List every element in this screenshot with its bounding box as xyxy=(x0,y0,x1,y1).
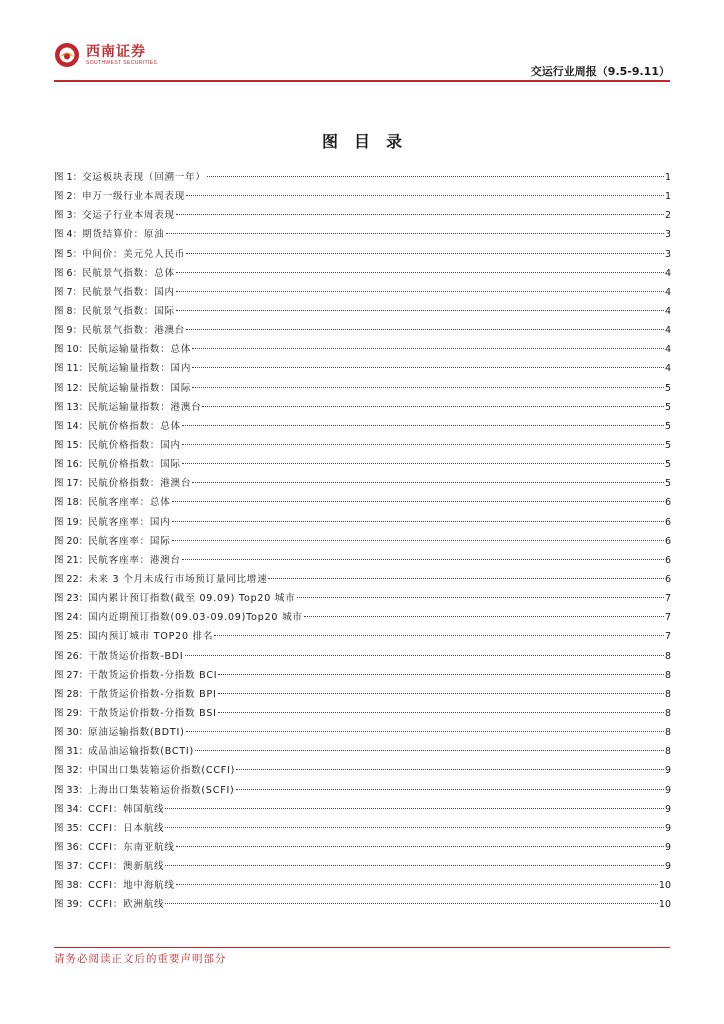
figure-entry[interactable] xyxy=(54,781,671,800)
figure-separator: ： xyxy=(78,650,89,662)
dot-leader xyxy=(186,253,664,254)
figure-page-number: 6 xyxy=(664,516,671,528)
figure-page-number: 4 xyxy=(664,363,671,375)
figure-title: 中国出口集装箱运价指数(CCFI) xyxy=(88,765,236,777)
dot-leader xyxy=(297,597,664,598)
dot-leader xyxy=(182,425,664,426)
figure-title: 成品油运输指数(BCTI) xyxy=(88,746,195,758)
figure-page-number: 3 xyxy=(664,229,671,241)
dot-leader xyxy=(192,482,664,483)
figure-title: 民航景气指数：国内 xyxy=(82,286,175,298)
figure-separator: ： xyxy=(72,191,83,203)
figure-separator: ： xyxy=(78,861,89,873)
dot-leader xyxy=(165,903,658,904)
figure-page-number: 10 xyxy=(658,899,671,911)
dot-leader xyxy=(172,521,664,522)
dot-leader xyxy=(268,578,664,579)
figure-page-number: 8 xyxy=(664,650,671,662)
figure-entry[interactable] xyxy=(54,685,671,704)
figure-page-number: 8 xyxy=(664,688,671,700)
figure-entry[interactable] xyxy=(54,398,671,417)
figure-separator: ： xyxy=(78,746,89,758)
figure-number: 图 25 xyxy=(54,631,79,643)
figure-page-number: 4 xyxy=(664,344,671,356)
figure-title: 民航客座率：港澳台 xyxy=(88,554,181,566)
figure-entry[interactable] xyxy=(54,647,671,666)
figure-separator: ： xyxy=(78,554,89,566)
figure-title: CCFI：澳新航线 xyxy=(88,861,165,873)
figure-number: 图 33 xyxy=(54,784,79,796)
figure-title: 民航客座率：总体 xyxy=(88,497,171,509)
figure-page-number: 5 xyxy=(664,382,671,394)
dot-leader xyxy=(186,329,664,330)
figure-entry[interactable] xyxy=(54,800,671,819)
figure-separator: ： xyxy=(78,573,89,585)
figure-page-number: 9 xyxy=(664,822,671,834)
figure-title: 民航景气指数：港澳台 xyxy=(82,325,186,337)
figure-separator: ： xyxy=(78,382,89,394)
figure-title: 民航运输量指数：国际 xyxy=(88,382,192,394)
figure-list xyxy=(54,168,671,914)
figure-separator: ： xyxy=(78,497,89,509)
dot-leader xyxy=(304,616,664,617)
figure-entry[interactable] xyxy=(54,245,671,264)
figure-page-number: 1 xyxy=(664,172,671,183)
figure-number: 图 2 xyxy=(54,191,73,203)
figure-separator: ： xyxy=(78,593,89,605)
figure-number: 图 12 xyxy=(54,382,79,394)
figure-number: 图 30 xyxy=(54,727,79,739)
figure-number: 图 32 xyxy=(54,765,79,777)
figure-title: CCFI：韩国航线 xyxy=(88,803,165,815)
figure-title: 中间价：美元兑人民币 xyxy=(82,248,186,260)
dot-leader xyxy=(176,846,664,847)
figure-separator: ： xyxy=(72,305,83,317)
disclaimer-note: 请务必阅读正文后的重要声明部分 xyxy=(54,953,227,965)
dot-leader xyxy=(182,463,664,464)
figure-number: 图 14 xyxy=(54,420,79,432)
figure-page-number: 5 xyxy=(664,401,671,413)
figure-page-number: 6 xyxy=(664,535,671,547)
footer-divider xyxy=(54,947,670,948)
figure-entry[interactable] xyxy=(54,857,671,876)
figure-separator: ： xyxy=(78,841,89,853)
figure-entry[interactable] xyxy=(54,666,671,685)
figure-separator: ： xyxy=(78,688,89,700)
dot-leader xyxy=(176,272,664,273)
figure-entry[interactable] xyxy=(54,168,671,187)
figure-page-number: 4 xyxy=(664,267,671,279)
dot-leader xyxy=(176,214,664,215)
figure-page-number: 7 xyxy=(664,612,671,624)
figure-separator: ： xyxy=(78,363,89,375)
figure-number: 图 5 xyxy=(54,248,73,260)
figure-title: 民航价格指数：港澳台 xyxy=(88,478,192,490)
figure-entry[interactable] xyxy=(54,532,671,551)
figure-entry[interactable] xyxy=(54,302,671,321)
figure-number: 图 26 xyxy=(54,650,79,662)
figure-title: 干散货运价指数-分指数 BCI xyxy=(88,669,218,681)
dot-leader xyxy=(218,693,664,694)
figure-separator: ： xyxy=(72,248,83,260)
figure-page-number: 5 xyxy=(664,459,671,471)
figure-number: 图 4 xyxy=(54,229,73,241)
figure-number: 图 36 xyxy=(54,841,79,853)
dot-leader xyxy=(165,827,664,828)
figure-page-number: 8 xyxy=(664,669,671,681)
figure-number: 图 17 xyxy=(54,478,79,490)
figure-page-number: 6 xyxy=(664,573,671,585)
figure-title: 上海出口集装箱运价指数(SCFI) xyxy=(88,784,235,796)
dot-leader xyxy=(176,310,664,311)
figure-separator: ： xyxy=(78,612,89,624)
figure-separator: ： xyxy=(78,765,89,777)
figure-title: 原油运输指数(BDTI) xyxy=(88,727,185,739)
figure-entry[interactable] xyxy=(54,608,671,627)
figure-page-number: 4 xyxy=(664,305,671,317)
figure-title: 民航运输量指数：国内 xyxy=(88,363,192,375)
brand-name-cn: 西南证券 xyxy=(86,44,146,60)
figure-page-number: 5 xyxy=(664,420,671,432)
figure-title: 干散货运价指数-分指数 BSI xyxy=(88,707,217,719)
figure-entry[interactable] xyxy=(54,417,671,436)
dot-leader xyxy=(192,387,664,388)
figure-title: 期货结算价：原油 xyxy=(82,229,165,241)
figure-page-number: 6 xyxy=(664,497,671,509)
figure-separator: ： xyxy=(78,516,89,528)
figure-entry[interactable] xyxy=(54,876,671,895)
figure-number: 图 37 xyxy=(54,861,79,873)
figure-entry[interactable] xyxy=(54,264,671,283)
figure-separator: ： xyxy=(78,669,89,681)
figure-page-number: 9 xyxy=(664,784,671,796)
dot-leader xyxy=(172,501,664,502)
figure-title: 民航客座率：国内 xyxy=(88,516,171,528)
figure-title: CCFI：日本航线 xyxy=(88,822,165,834)
figure-number: 图 38 xyxy=(54,880,79,892)
brand-logo xyxy=(54,42,157,68)
figure-number: 图 24 xyxy=(54,612,79,624)
dot-leader xyxy=(166,233,664,234)
brand-emblem-icon xyxy=(54,42,80,68)
figure-page-number: 1 xyxy=(664,191,671,203)
dot-leader xyxy=(186,731,664,732)
figure-page-number: 8 xyxy=(664,746,671,758)
figure-entry[interactable] xyxy=(54,895,671,914)
figure-entry[interactable] xyxy=(54,819,671,838)
figure-page-number: 9 xyxy=(664,861,671,873)
figure-title: 干散货运价指数-分指数 BPI xyxy=(88,688,217,700)
figure-title: 民航价格指数：总体 xyxy=(88,420,181,432)
figure-number: 图 20 xyxy=(54,535,79,547)
dot-leader xyxy=(176,291,664,292)
figure-page-number: 7 xyxy=(664,631,671,643)
figure-page-number: 10 xyxy=(658,880,671,892)
figure-entry[interactable] xyxy=(54,627,671,646)
figure-number: 图 28 xyxy=(54,688,79,700)
dot-leader xyxy=(172,540,664,541)
dot-leader xyxy=(195,750,664,751)
figure-separator: ： xyxy=(78,478,89,490)
figure-separator: ： xyxy=(72,172,83,183)
dot-leader xyxy=(182,444,664,445)
figure-entry[interactable] xyxy=(54,187,671,206)
figure-page-number: 3 xyxy=(664,248,671,260)
figure-number: 图 23 xyxy=(54,593,79,605)
figure-title: 国内累计预订指数(截至 09.09) Top20 城市 xyxy=(88,593,296,605)
figure-number: 图 3 xyxy=(54,210,73,222)
figure-number: 图 18 xyxy=(54,497,79,509)
figure-separator: ： xyxy=(78,631,89,643)
figure-entry[interactable] xyxy=(54,359,671,378)
figure-title: CCFI：东南亚航线 xyxy=(88,841,175,853)
figure-number: 图 35 xyxy=(54,822,79,834)
brand-name-en: SOUTHWEST SECURITIES xyxy=(86,60,158,66)
figure-title: 交运板块表现（回溯一年） xyxy=(82,172,206,183)
figure-separator: ： xyxy=(78,822,89,834)
figure-page-number: 6 xyxy=(664,554,671,566)
figure-separator: ： xyxy=(78,880,89,892)
figure-title: 国内预订城市 TOP20 排名 xyxy=(88,631,214,643)
figure-number: 图 6 xyxy=(54,267,73,279)
figure-title: 民航价格指数：国际 xyxy=(88,459,181,471)
figure-title: 交运子行业本周表现 xyxy=(82,210,175,222)
figure-entry[interactable] xyxy=(54,206,671,225)
figure-number: 图 31 xyxy=(54,746,79,758)
dot-leader xyxy=(236,769,664,770)
figure-separator: ： xyxy=(72,267,83,279)
figure-separator: ： xyxy=(78,439,89,451)
figure-number: 图 11 xyxy=(54,363,79,375)
dot-leader xyxy=(192,348,664,349)
figure-page-number: 5 xyxy=(664,478,671,490)
figure-title: 国内近期预订指数(09.03-09.09)Top20 城市 xyxy=(88,612,303,624)
figure-entry[interactable] xyxy=(54,340,671,359)
figure-page-number: 2 xyxy=(664,210,671,222)
figure-separator: ： xyxy=(78,420,89,432)
figure-entry[interactable] xyxy=(54,570,671,589)
figure-number: 图 22 xyxy=(54,573,79,585)
figure-entry[interactable] xyxy=(54,742,671,761)
dot-leader xyxy=(218,674,664,675)
figure-page-number: 8 xyxy=(664,707,671,719)
figure-title: 民航运输量指数：港澳台 xyxy=(88,401,202,413)
figure-page-number: 4 xyxy=(664,286,671,298)
figure-entry[interactable] xyxy=(54,589,671,608)
figure-separator: ： xyxy=(72,286,83,298)
dot-leader xyxy=(214,635,664,636)
figure-separator: ： xyxy=(78,727,89,739)
figure-entry[interactable] xyxy=(54,283,671,302)
figure-title: 民航景气指数：总体 xyxy=(82,267,175,279)
figure-page-number: 9 xyxy=(664,803,671,815)
dot-leader xyxy=(182,559,664,560)
figure-title: 民航客座率：国际 xyxy=(88,535,171,547)
dot-leader xyxy=(176,884,658,885)
figure-separator: ： xyxy=(78,401,89,413)
figure-entry[interactable] xyxy=(54,704,671,723)
figure-separator: ： xyxy=(72,229,83,241)
figure-title: 申万一级行业本周表现 xyxy=(82,191,186,203)
figure-separator: ： xyxy=(78,899,89,911)
figure-entry[interactable] xyxy=(54,379,671,398)
figure-entry[interactable] xyxy=(54,474,671,493)
figure-title: CCFI：地中海航线 xyxy=(88,880,175,892)
figure-entry[interactable] xyxy=(54,493,671,512)
dot-leader xyxy=(218,712,664,713)
figure-separator: ： xyxy=(72,325,83,337)
figure-page-number: 5 xyxy=(664,439,671,451)
figure-title: 干散货运价指数-BDI xyxy=(88,650,184,662)
figure-number: 图 27 xyxy=(54,669,79,681)
figure-page-number: 7 xyxy=(664,593,671,605)
dot-leader xyxy=(202,406,664,407)
figure-number: 图 21 xyxy=(54,554,79,566)
dot-leader xyxy=(192,367,664,368)
figure-number: 图 8 xyxy=(54,305,73,317)
figure-entry[interactable] xyxy=(54,225,671,244)
figure-number: 图 19 xyxy=(54,516,79,528)
figure-separator: ： xyxy=(78,459,89,471)
figure-number: 图 1 xyxy=(54,172,73,183)
brand-wordmark xyxy=(86,42,157,67)
figure-page-number: 8 xyxy=(664,727,671,739)
figure-number: 图 16 xyxy=(54,459,79,471)
figure-separator: ： xyxy=(78,803,89,815)
figure-separator: ： xyxy=(72,210,83,222)
figure-title: CCFI：欧洲航线 xyxy=(88,899,165,911)
figure-number: 图 29 xyxy=(54,707,79,719)
figure-title: 民航价格指数：国内 xyxy=(88,439,181,451)
figure-number: 图 7 xyxy=(54,286,73,298)
figure-number: 图 13 xyxy=(54,401,79,413)
figure-separator: ： xyxy=(78,535,89,547)
figure-title: 民航运输量指数：总体 xyxy=(88,344,192,356)
dot-leader xyxy=(165,808,664,809)
figure-number: 图 10 xyxy=(54,344,79,356)
figure-entry[interactable] xyxy=(54,436,671,455)
dot-leader xyxy=(186,195,664,196)
figure-entry[interactable] xyxy=(54,321,671,340)
dot-leader xyxy=(207,176,664,177)
figure-entry[interactable] xyxy=(54,513,671,532)
figure-separator: ： xyxy=(78,707,89,719)
figure-number: 图 39 xyxy=(54,899,79,911)
figure-entry[interactable] xyxy=(54,455,671,474)
dot-leader xyxy=(185,655,664,656)
figure-entry[interactable] xyxy=(54,838,671,857)
report-title: 交运行业周报（9.5-9.11） xyxy=(530,65,670,78)
figure-entry[interactable] xyxy=(54,723,671,742)
figure-page-number: 4 xyxy=(664,325,671,337)
figure-separator: ： xyxy=(78,344,89,356)
figure-number: 图 15 xyxy=(54,439,79,451)
figure-number: 图 34 xyxy=(54,803,79,815)
figure-page-number: 9 xyxy=(664,841,671,853)
dot-leader xyxy=(236,789,664,790)
dot-leader xyxy=(165,865,664,866)
figure-entry[interactable] xyxy=(54,551,671,570)
toc-heading: 图目录 xyxy=(321,132,418,151)
figure-title: 民航景气指数：国际 xyxy=(82,305,175,317)
figure-number: 图 9 xyxy=(54,325,73,337)
header-divider xyxy=(54,80,670,82)
figure-title: 未来 3 个月未成行市场预订量同比增速 xyxy=(88,573,268,585)
figure-entry[interactable] xyxy=(54,761,671,780)
figure-page-number: 9 xyxy=(664,765,671,777)
figure-separator: ： xyxy=(78,784,89,796)
